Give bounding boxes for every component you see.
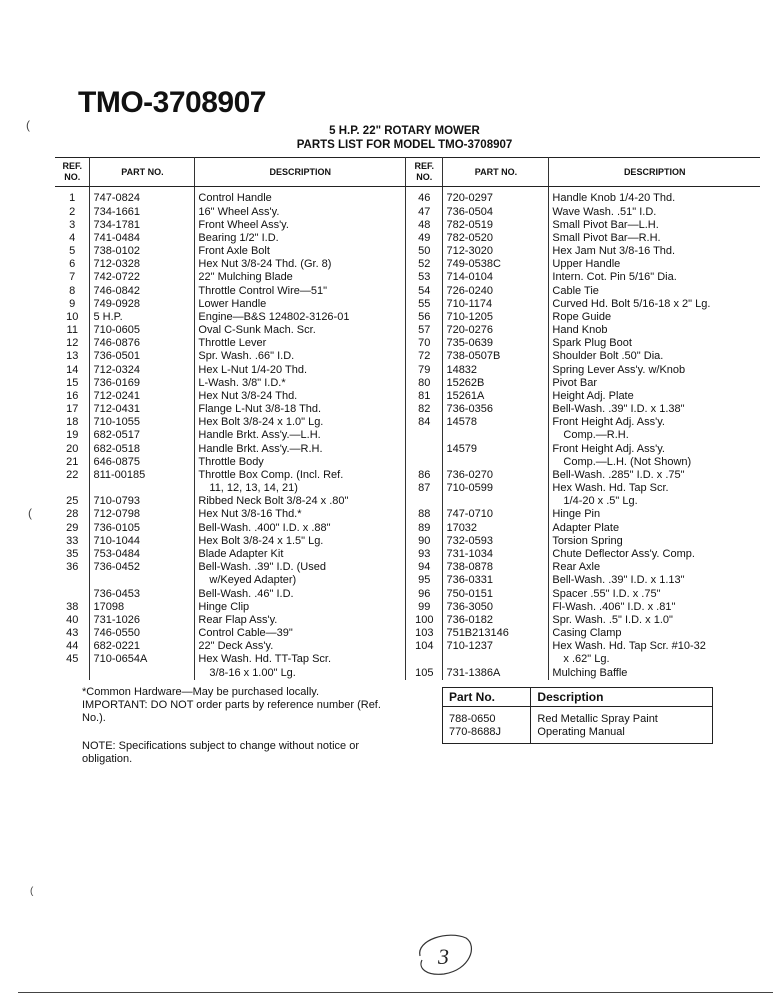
- table-row: [443, 726, 713, 744]
- description-cell: Rope Guide: [549, 311, 760, 324]
- ref-no-cell: 2: [69, 205, 76, 218]
- table-row: [55, 640, 760, 653]
- part-no-cell: 710-1044: [90, 535, 195, 548]
- description-cell: 1/4-20 x .5" Lg.: [549, 495, 760, 508]
- description-cell: Lower Handle: [195, 298, 406, 311]
- parts-table-body: [55, 187, 760, 681]
- ref-no-cell: 17: [66, 403, 79, 416]
- description-cell: Front Height Adj. Ass'y.: [549, 416, 760, 429]
- ref-no-cell: 103: [406, 627, 443, 640]
- table-row: [55, 219, 760, 232]
- ref-no-cell: [55, 574, 90, 587]
- description-cell: Wave Wash. .51" I.D.: [549, 206, 760, 219]
- description-cell: Flange L-Nut 3/8-18 Thd.: [195, 403, 406, 416]
- ref-no-cell: 79: [406, 364, 443, 377]
- part-no-cell: 712-0798: [90, 508, 195, 521]
- ref-no-cell: 50: [406, 245, 443, 258]
- part-no-cell: 682-0517: [90, 429, 195, 442]
- ref-no-cell: 16: [66, 389, 79, 402]
- part-no-cell: 734-1781: [90, 219, 195, 232]
- table-row: [55, 324, 760, 337]
- accessory-parts-table: [442, 687, 713, 744]
- ref-no-cell: 54: [406, 285, 443, 298]
- part-no-cell: 736-0501: [90, 350, 195, 363]
- description-cell: Hex L-Nut 1/4-20 Thd.: [195, 364, 406, 377]
- description-cell: x .62" Lg.: [549, 653, 760, 666]
- description-cell: Bearing 1/2" I.D.: [195, 232, 406, 245]
- table-row: [55, 535, 760, 548]
- table-row: [55, 232, 760, 245]
- ref-no-cell: 52: [406, 258, 443, 271]
- description-cell: Intern. Cot. Pin 5/16" Dia.: [549, 271, 760, 284]
- table-row: [55, 469, 760, 482]
- part-no-cell: 712-3020: [443, 245, 549, 258]
- table-row: [55, 627, 760, 640]
- ref-no-cell: 19: [66, 429, 79, 442]
- part-no-cell: 753-0484: [90, 548, 195, 561]
- part-no-cell: 731-1026: [90, 614, 195, 627]
- part-no-cell: 738-0102: [90, 245, 195, 258]
- ref-no-cell: 3: [69, 218, 76, 231]
- part-no-cell: 788-0650: [449, 713, 496, 725]
- part-no-cell: 720-0276: [443, 324, 549, 337]
- accessory-table-header: [443, 688, 713, 707]
- part-no-cell: 736-0356: [443, 403, 549, 416]
- description-cell: Control Cable—39": [195, 627, 406, 640]
- part-no-cell: 738-0878: [443, 561, 549, 574]
- ref-no-cell: 9: [69, 297, 76, 310]
- description-cell: Hex Bolt 3/8-24 x 1.0" Lg.: [195, 416, 406, 429]
- description-cell: Blade Adapter Kit: [195, 548, 406, 561]
- description-cell: Spr. Wash. .5" I.D. x 1.0": [549, 614, 760, 627]
- scan-mark: (: [26, 118, 30, 132]
- part-no-cell: 736-0452: [90, 561, 195, 574]
- bottom-rule: [18, 992, 773, 993]
- table-row: [55, 443, 760, 456]
- ref-no-cell: 96: [406, 588, 443, 601]
- ref-no-cell: 80: [406, 377, 443, 390]
- part-no-cell: 746-0842: [90, 285, 195, 298]
- ref-no-cell: 5: [69, 245, 76, 258]
- description-cell: Control Handle: [195, 187, 406, 206]
- part-no-cell: 710-1174: [443, 298, 549, 311]
- table-row: [55, 429, 760, 442]
- part-no-cell: [443, 456, 549, 469]
- table-row: [55, 574, 760, 587]
- description-cell: Small Pivot Bar—R.H.: [549, 232, 760, 245]
- col-part-no: Part No.: [443, 688, 531, 707]
- part-no-cell: 811-00185: [90, 469, 195, 482]
- description-cell: Curved Hd. Bolt 5/16-18 x 2" Lg.: [549, 298, 760, 311]
- table-row: [55, 403, 760, 416]
- part-no-cell: 15261A: [443, 390, 549, 403]
- part-no-cell: 712-0324: [90, 364, 195, 377]
- page-title: TMO-3708907: [78, 86, 266, 119]
- description-cell: Throttle Box Comp. (Incl. Ref.: [195, 469, 406, 482]
- col-ref-no: REF. NO.: [406, 158, 443, 187]
- description-cell: Handle Brkt. Ass'y.—R.H.: [195, 443, 406, 456]
- ref-no-cell: 49: [406, 232, 443, 245]
- table-row: [55, 350, 760, 363]
- description-cell: Handle Knob 1/4-20 Thd.: [549, 187, 760, 206]
- part-no-cell: 736-0453: [90, 588, 195, 601]
- table-row: [55, 390, 760, 403]
- part-no-cell: 746-0550: [90, 627, 195, 640]
- ref-no-cell: 94: [406, 561, 443, 574]
- description-cell: 3/8-16 x 1.00" Lg.: [195, 667, 406, 680]
- description-cell: Bell-Wash. .39" I.D. x 1.38": [549, 403, 760, 416]
- table-row: [55, 522, 760, 535]
- description-cell: Bell-Wash. .46" I.D.: [195, 588, 406, 601]
- description-cell: Front Axle Bolt: [195, 245, 406, 258]
- part-no-cell: [443, 653, 549, 666]
- ref-no-cell: 47: [406, 206, 443, 219]
- part-no-cell: 736-0105: [90, 522, 195, 535]
- description-cell: Rear Flap Ass'y.: [195, 614, 406, 627]
- ref-no-cell: [406, 653, 443, 666]
- description-cell: Ribbed Neck Bolt 3/8-24 x .80": [195, 495, 406, 508]
- part-no-cell: 14578: [443, 416, 549, 429]
- col-ref-no: REF. NO.: [55, 158, 90, 187]
- ref-no-cell: 95: [406, 574, 443, 587]
- part-no-cell: 682-0518: [90, 443, 195, 456]
- ref-no-cell: 6: [69, 258, 76, 271]
- description-cell: Rear Axle: [549, 561, 760, 574]
- part-no-cell: 736-0504: [443, 206, 549, 219]
- description-cell: Hex Jam Nut 3/8-16 Thd.: [549, 245, 760, 258]
- description-cell: 22" Mulching Blade: [195, 271, 406, 284]
- description-cell: Throttle Body: [195, 456, 406, 469]
- description-cell: 11, 12, 13, 14, 21): [195, 482, 406, 495]
- description-cell: Oval C-Sunk Mach. Scr.: [195, 324, 406, 337]
- part-no-cell: 15262B: [443, 377, 549, 390]
- description-cell: Spr. Wash. .66" I.D.: [195, 350, 406, 363]
- part-no-cell: 710-1237: [443, 640, 549, 653]
- part-no-cell: [90, 482, 195, 495]
- part-no-cell: 710-0654A: [90, 653, 195, 666]
- ref-no-cell: 20: [66, 442, 79, 455]
- table-row: [55, 482, 760, 495]
- ref-no-cell: 28: [66, 508, 79, 521]
- table-row: [55, 548, 760, 561]
- part-no-cell: 770-8688J: [449, 726, 501, 738]
- common-hardware-note: *Common Hardware—May be purchased locally. IMPORTANT: DO NOT order parts by reference number (Ref. No.).: [82, 686, 381, 724]
- ref-no-cell: 15: [66, 376, 79, 389]
- ref-no-cell: 4: [69, 231, 76, 244]
- ref-no-cell: 40: [66, 613, 79, 626]
- part-no-cell: 734-1661: [90, 206, 195, 219]
- table-row: [55, 667, 760, 680]
- part-no-cell: 5 H.P.: [90, 311, 195, 324]
- description-cell: Pivot Bar: [549, 377, 760, 390]
- ref-no-cell: 57: [406, 324, 443, 337]
- table-row: [55, 508, 760, 521]
- description-cell: Red Metallic Spray Paint: [531, 707, 713, 727]
- col-description: Description: [531, 688, 713, 707]
- description-cell: Engine—B&S 124802-3126-01: [195, 311, 406, 324]
- part-no-cell: [90, 574, 195, 587]
- description-cell: Front Height Adj. Ass'y.: [549, 443, 760, 456]
- description-cell: Handle Brkt. Ass'y.—L.H.: [195, 429, 406, 442]
- ref-no-cell: [406, 429, 443, 442]
- ref-no-cell: [55, 667, 90, 680]
- part-no-cell: 736-3050: [443, 601, 549, 614]
- table-row: [55, 364, 760, 377]
- ref-no-cell: 44: [66, 640, 79, 653]
- part-no-cell: 782-0519: [443, 219, 549, 232]
- description-cell: Comp.—R.H.: [549, 429, 760, 442]
- description-cell: Hex Wash. Hd. Tap Scr.: [549, 482, 760, 495]
- table-row: [55, 561, 760, 574]
- part-no-cell: 749-0538C: [443, 258, 549, 271]
- page-number-circle: [408, 926, 480, 982]
- parts-table-header: [55, 158, 760, 187]
- description-cell: Spacer .55" I.D. x .75": [549, 588, 760, 601]
- description-cell: Hex Nut 3/8-24 Thd.: [195, 390, 406, 403]
- ref-no-cell: 43: [66, 627, 79, 640]
- description-cell: Adapter Plate: [549, 522, 760, 535]
- table-row: [55, 416, 760, 429]
- description-cell: L-Wash. 3/8" I.D.*: [195, 377, 406, 390]
- part-no-cell: 736-0270: [443, 469, 549, 482]
- table-row: [55, 298, 760, 311]
- ref-no-cell: 1: [69, 192, 76, 204]
- ref-no-cell: 14: [66, 363, 79, 376]
- ref-no-cell: 33: [66, 534, 79, 547]
- description-cell: Hex Nut 3/8-16 Thd.*: [195, 508, 406, 521]
- part-no-cell: 17032: [443, 522, 549, 535]
- ref-no-cell: 11: [66, 324, 78, 337]
- table-row: [55, 311, 760, 324]
- parts-table: [55, 157, 760, 680]
- ref-no-cell: 70: [406, 337, 443, 350]
- part-no-cell: 712-0328: [90, 258, 195, 271]
- description-cell: Hinge Pin: [549, 508, 760, 521]
- part-no-cell: 736-0331: [443, 574, 549, 587]
- table-row: [443, 707, 713, 727]
- ref-no-cell: [55, 588, 90, 601]
- ref-no-cell: 22: [66, 468, 79, 481]
- ref-no-cell: 45: [66, 653, 79, 666]
- table-row: [55, 337, 760, 350]
- part-no-cell: 646-0875: [90, 456, 195, 469]
- description-cell: 16" Wheel Ass'y.: [195, 206, 406, 219]
- col-description: DESCRIPTION: [195, 158, 406, 187]
- description-cell: Upper Handle: [549, 258, 760, 271]
- scan-mark: (: [30, 886, 34, 897]
- ref-no-cell: 90: [406, 535, 443, 548]
- ref-no-cell: 13: [66, 350, 79, 363]
- ref-no-cell: [406, 443, 443, 456]
- part-no-cell: 750-0151: [443, 588, 549, 601]
- description-cell: Torsion Spring: [549, 535, 760, 548]
- description-cell: Spring Lever Ass'y. w/Knob: [549, 364, 760, 377]
- ref-no-cell: 35: [66, 547, 79, 560]
- description-cell: Spark Plug Boot: [549, 337, 760, 350]
- description-cell: Hinge Clip: [195, 601, 406, 614]
- table-row: [55, 614, 760, 627]
- ref-no-cell: 18: [66, 416, 79, 429]
- part-no-cell: 782-0520: [443, 232, 549, 245]
- description-cell: Shoulder Bolt .50" Dia.: [549, 350, 760, 363]
- description-cell: Casing Clamp: [549, 627, 760, 640]
- ref-no-cell: 82: [406, 403, 443, 416]
- part-no-cell: 736-0169: [90, 377, 195, 390]
- ref-no-cell: 25: [66, 495, 79, 508]
- table-row: [55, 285, 760, 298]
- description-cell: Bell-Wash. .39" I.D. (Used: [195, 561, 406, 574]
- parts-list-heading: PARTS LIST FOR MODEL TMO-3708907: [296, 139, 513, 151]
- ref-no-cell: 100: [406, 614, 443, 627]
- ref-no-cell: 87: [406, 482, 443, 495]
- page-number: 3: [438, 944, 449, 969]
- part-no-cell: 746-0876: [90, 337, 195, 350]
- description-cell: Small Pivot Bar—L.H.: [549, 219, 760, 232]
- ref-no-cell: 105: [406, 667, 443, 680]
- table-row: [55, 245, 760, 258]
- ref-no-cell: 7: [69, 271, 76, 284]
- description-cell: Height Adj. Plate: [549, 390, 760, 403]
- ref-no-cell: 46: [406, 187, 443, 206]
- table-row: [55, 601, 760, 614]
- col-part-no: PART NO.: [90, 158, 195, 187]
- part-no-cell: 749-0928: [90, 298, 195, 311]
- part-no-cell: 710-1205: [443, 311, 549, 324]
- part-no-cell: 714-0104: [443, 271, 549, 284]
- description-cell: Bell-Wash. .39" I.D. x 1.13": [549, 574, 760, 587]
- table-row: [55, 653, 760, 666]
- part-no-cell: 736-0182: [443, 614, 549, 627]
- description-cell: Cable Tie: [549, 285, 760, 298]
- ref-no-cell: 84: [406, 416, 443, 429]
- description-cell: Throttle Control Wire—51": [195, 285, 406, 298]
- ref-no-cell: 29: [66, 521, 79, 534]
- ref-no-cell: 53: [406, 271, 443, 284]
- description-cell: Mulching Baffle: [549, 667, 760, 680]
- col-part-no: PART NO.: [443, 158, 549, 187]
- part-no-cell: 732-0593: [443, 535, 549, 548]
- table-row: [55, 495, 760, 508]
- description-cell: Chute Deflector Ass'y. Comp.: [549, 548, 760, 561]
- description-cell: Bell-Wash. .285" I.D. x .75": [549, 469, 760, 482]
- ref-no-cell: 89: [406, 522, 443, 535]
- part-no-cell: 731-1386A: [443, 667, 549, 680]
- ref-no-cell: 93: [406, 548, 443, 561]
- description-cell: Hand Knob: [549, 324, 760, 337]
- part-no-cell: 738-0507B: [443, 350, 549, 363]
- accessory-table-body: [443, 707, 713, 744]
- ref-no-cell: 10: [66, 310, 79, 323]
- ref-no-cell: 38: [66, 600, 79, 613]
- ref-no-cell: 21: [66, 455, 79, 468]
- table-row: [55, 206, 760, 219]
- ref-no-cell: 36: [66, 561, 79, 574]
- ref-no-cell: [55, 482, 90, 495]
- part-no-cell: 712-0431: [90, 403, 195, 416]
- scan-mark: (: [28, 506, 32, 520]
- part-no-cell: 710-0599: [443, 482, 549, 495]
- ref-no-cell: 55: [406, 298, 443, 311]
- ref-no-cell: 8: [69, 284, 76, 297]
- table-row: [55, 588, 760, 601]
- description-cell: 22" Deck Ass'y.: [195, 640, 406, 653]
- part-no-cell: 710-0793: [90, 495, 195, 508]
- ref-no-cell: 56: [406, 311, 443, 324]
- ref-no-cell: 81: [406, 390, 443, 403]
- part-no-cell: 742-0722: [90, 271, 195, 284]
- part-no-cell: 17098: [90, 601, 195, 614]
- ref-no-cell: 99: [406, 601, 443, 614]
- ref-no-cell: 72: [406, 350, 443, 363]
- part-no-cell: 735-0639: [443, 337, 549, 350]
- ref-no-cell: 48: [406, 219, 443, 232]
- description-cell: Hex Nut 3/8-24 Thd. (Gr. 8): [195, 258, 406, 271]
- part-no-cell: 751B213146: [443, 627, 549, 640]
- part-no-cell: 710-0605: [90, 324, 195, 337]
- specifications-note: NOTE: Specifications subject to change without notice or obligation.: [82, 740, 359, 765]
- table-row: [55, 271, 760, 284]
- ref-no-cell: [406, 456, 443, 469]
- ref-no-cell: 12: [66, 337, 79, 350]
- part-no-cell: 712-0241: [90, 390, 195, 403]
- table-row: [55, 456, 760, 469]
- description-cell: Throttle Lever: [195, 337, 406, 350]
- part-no-cell: 710-1055: [90, 416, 195, 429]
- part-no-cell: [90, 667, 195, 680]
- description-cell: Bell-Wash. .400" I.D. x .88": [195, 522, 406, 535]
- description-cell: Comp.—L.H. (Not Shown): [549, 456, 760, 469]
- col-description: DESCRIPTION: [549, 158, 760, 187]
- description-cell: Fl-Wash. .406" I.D. x .81": [549, 601, 760, 614]
- description-cell: w/Keyed Adapter): [195, 574, 406, 587]
- part-no-cell: 731-1034: [443, 548, 549, 561]
- ref-no-cell: 86: [406, 469, 443, 482]
- description-cell: Hex Bolt 3/8-24 x 1.5" Lg.: [195, 535, 406, 548]
- part-no-cell: 747-0824: [90, 187, 195, 206]
- ref-no-cell: 88: [406, 508, 443, 521]
- part-no-cell: [443, 429, 549, 442]
- part-no-cell: 726-0240: [443, 285, 549, 298]
- part-no-cell: 747-0710: [443, 508, 549, 521]
- description-cell: Front Wheel Ass'y.: [195, 219, 406, 232]
- table-row: [55, 377, 760, 390]
- part-no-cell: 741-0484: [90, 232, 195, 245]
- table-row: [55, 258, 760, 271]
- part-no-cell: 682-0221: [90, 640, 195, 653]
- description-cell: Hex Wash. Hd. TT-Tap Scr.: [195, 653, 406, 666]
- description-cell: Operating Manual: [531, 726, 713, 744]
- part-no-cell: 14579: [443, 443, 549, 456]
- ref-no-cell: [406, 495, 443, 508]
- table-row: [55, 187, 760, 206]
- part-no-cell: 720-0297: [443, 187, 549, 206]
- document-subtitle: 5 H.P. 22" ROTARY MOWER: [329, 125, 480, 137]
- part-no-cell: [443, 495, 549, 508]
- ref-no-cell: 104: [406, 640, 443, 653]
- part-no-cell: 14832: [443, 364, 549, 377]
- description-cell: Hex Wash. Hd. Tap Scr. #10-32: [549, 640, 760, 653]
